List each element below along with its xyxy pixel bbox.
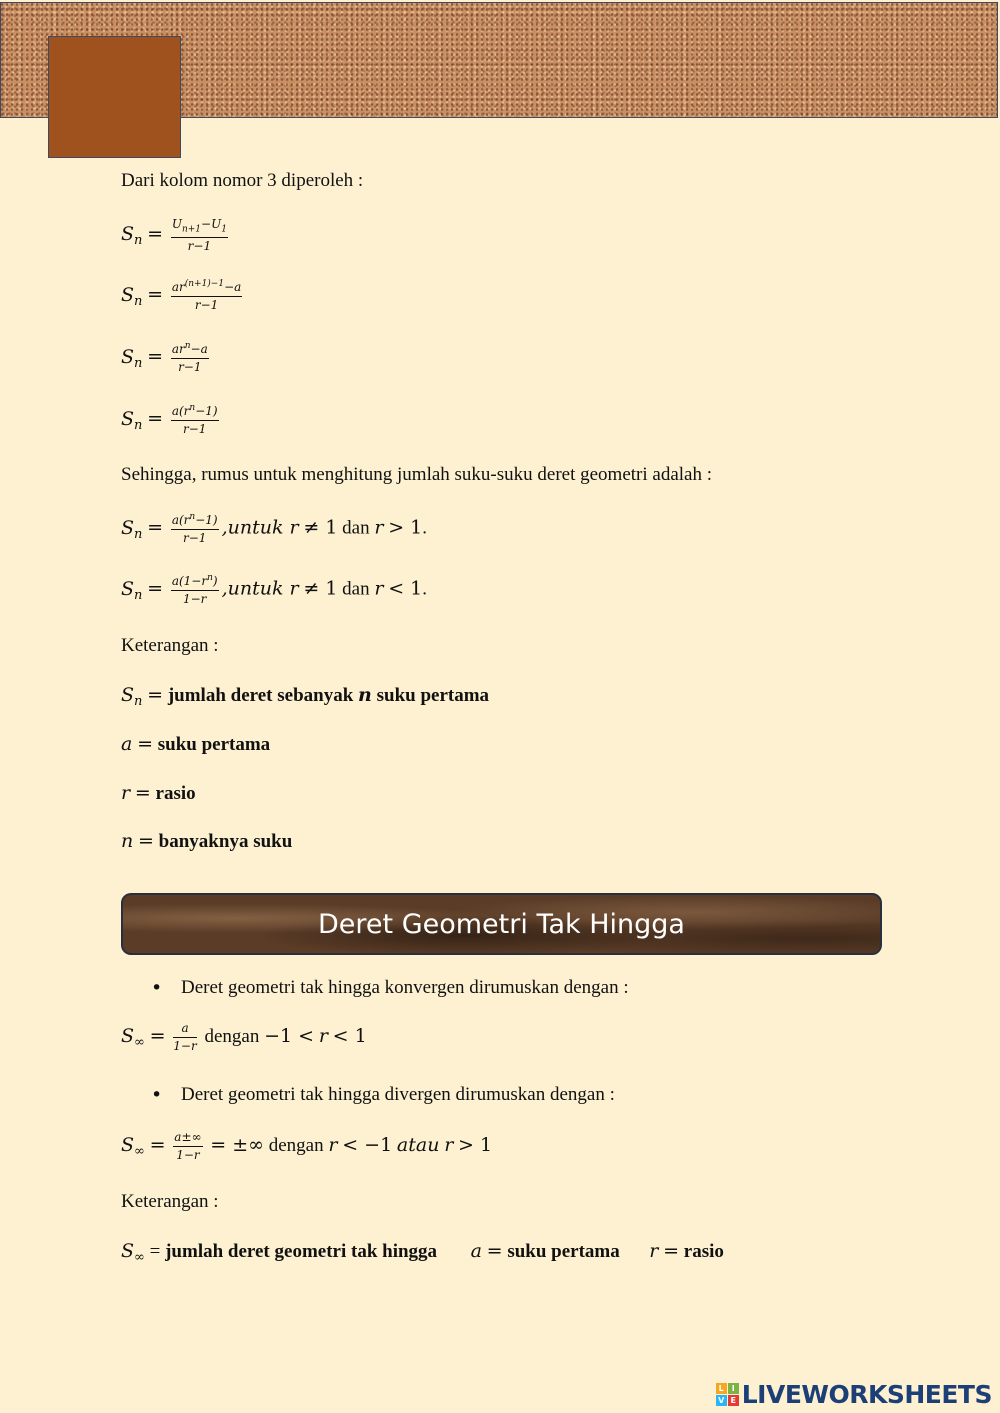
- formula-divergent: $S_\infty$ = $\frac{a\pm\infty}{1-r}$ = ±∞ dengan r < −1 atau r > 1: [121, 1130, 493, 1163]
- formula-step-1: $S_n$ = $\frac{U_{n+1}-U_1}{r-1}$: [121, 217, 227, 254]
- formula-step-3: $S_n$ = $\frac{ar^n-a}{r-1}$: [121, 341, 208, 375]
- formula-step-2: $S_n$ = $\frac{ar^{(n+1)-1}-a}{r-1}$: [121, 279, 242, 313]
- legend-sn: $S_n$ = jumlah deret sebanyak n suku pertama: [121, 684, 490, 709]
- bullet-convergent: Deret geometri tak hingga konvergen dirumuskan dengan :: [181, 977, 629, 998]
- brand-icon: L I V E: [716, 1383, 739, 1406]
- keterangan-label: Keterangan :: [121, 635, 219, 656]
- section-title: Deret Geometri Tak Hingga: [318, 908, 685, 940]
- brand-logo: [716, 1380, 992, 1409]
- conclusion-text: Sehingga, rumus untuk menghitung jumlah suku-suku deret geometri adalah :: [121, 464, 713, 485]
- legend-r: r = rasio: [121, 782, 196, 804]
- legend-a: a = suku pertama: [121, 733, 271, 755]
- formula-r-less-1: $S_n$ = $\frac{a(1-r^n)}{1-r}$ ,untuk r ≠ 1 dan r < 1.: [121, 573, 428, 607]
- legend-n: n = banyaknya suku: [121, 830, 293, 852]
- formula-convergent: $S_\infty$ = $\frac{a}{1-r}$ dengan −1 < r < 1: [121, 1021, 367, 1054]
- bullet-dot: •: [151, 1084, 163, 1106]
- brand-text: LIVEWORKSHEETS: [741, 1380, 992, 1409]
- legend-infinite: $S_\infty$ = jumlah deret geometri tak hingga a = suku pertama r = rasio: [121, 1240, 724, 1265]
- bullet-divergent: Deret geometri tak hingga divergen dirumuskan dengan :: [181, 1084, 615, 1105]
- keterangan2-label: Keterangan :: [121, 1191, 219, 1212]
- bullet-dot: •: [151, 977, 163, 999]
- header-accent-square: [48, 36, 181, 158]
- section-heading: [121, 893, 882, 955]
- formula-r-greater-1: $S_n$ = $\frac{a(r^n-1)}{r-1}$ ,untuk r ≠ 1 dan r > 1.: [121, 512, 428, 546]
- intro-text: Dari kolom nomor 3 diperoleh :: [121, 170, 364, 191]
- formula-step-4: $S_n$ = $\frac{a(r^n-1)}{r-1}$: [121, 403, 218, 437]
